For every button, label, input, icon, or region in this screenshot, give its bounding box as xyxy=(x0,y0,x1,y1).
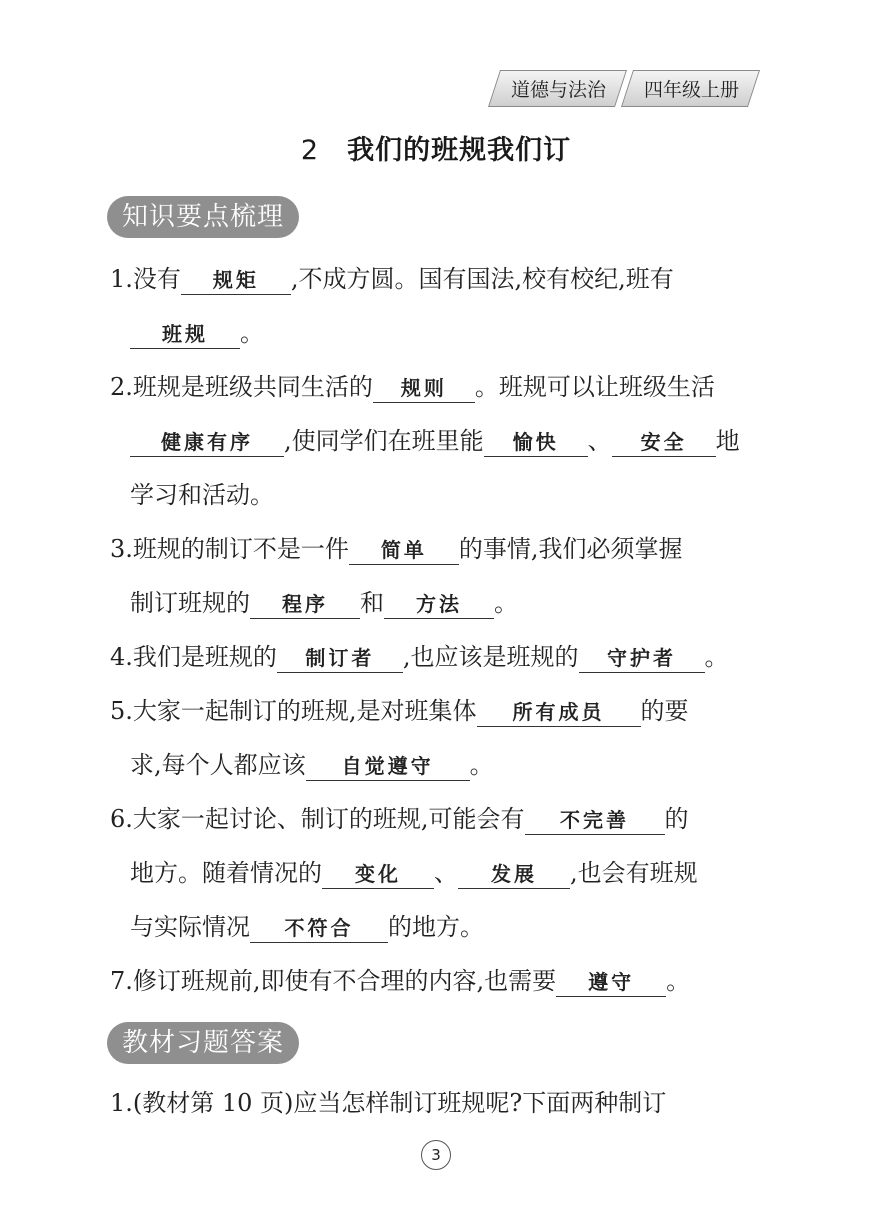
text: 4.我们是班规的 xyxy=(110,643,277,671)
page-number: 3 xyxy=(421,1140,451,1170)
chapter-number: 2 xyxy=(300,135,320,166)
text: 2.班规是班级共同生活的 xyxy=(110,373,373,401)
item-7-line-1 xyxy=(110,964,770,998)
answer-blank: 规则 xyxy=(373,374,475,403)
item-3-line-1 xyxy=(110,532,770,566)
item-1-line-2 xyxy=(130,316,790,350)
text: 1.没有 xyxy=(110,265,181,293)
answer-blank: 所有成员 xyxy=(477,698,641,727)
item-1-line-1 xyxy=(110,262,770,296)
text: 的要 xyxy=(640,697,689,725)
text: 的 xyxy=(664,805,689,833)
answer-blank: 方法 xyxy=(384,590,494,619)
answer-blank: 守护者 xyxy=(579,644,705,673)
subject-tag: 道德与法治 xyxy=(488,70,627,107)
text: 。班规可以让班级生活 xyxy=(474,373,715,401)
answer-blank: 安全 xyxy=(612,428,716,457)
text: 求,每个人都应该 xyxy=(130,751,306,779)
text: 7.修订班规前,即使有不合理的内容,也需要 xyxy=(110,967,557,995)
text: 。 xyxy=(494,589,518,617)
text: 。 xyxy=(469,751,494,779)
text: 地方。随着情况的 xyxy=(130,859,322,887)
answer-blank: 制订者 xyxy=(277,644,403,673)
section-knowledge-badge: 知识要点梳理 xyxy=(107,196,299,238)
text: 5.大家一起制订的班规,是对班集体 xyxy=(110,697,477,725)
chapter-title-text: 我们的班规我们订 xyxy=(347,135,572,166)
answer-blank: 发展 xyxy=(458,860,570,889)
text: 的地方。 xyxy=(388,913,484,941)
text: 制订班规的 xyxy=(130,589,250,617)
answer-blank: 规矩 xyxy=(181,266,291,295)
answer-blank: 自觉遵守 xyxy=(306,752,470,781)
text: 、 xyxy=(587,427,612,455)
answer-blank: 变化 xyxy=(322,860,434,889)
item-2-line-3: 学习和活动。 xyxy=(130,481,274,509)
text: 。 xyxy=(666,967,691,995)
text: 6.大家一起讨论、制订的班规,可能会有 xyxy=(110,805,525,833)
text: 。 xyxy=(704,643,729,671)
item-3-line-2 xyxy=(130,586,790,620)
item-2-line-1 xyxy=(110,370,770,404)
item-6-line-2 xyxy=(130,856,790,890)
text: 、 xyxy=(434,859,458,887)
item-4-line-1 xyxy=(110,640,770,674)
text: 地 xyxy=(715,427,740,455)
item-5-line-1 xyxy=(110,694,770,728)
text: 。 xyxy=(240,319,264,347)
header-tags xyxy=(488,70,754,107)
text: 的事情,我们必须掌握 xyxy=(458,535,683,563)
text: ,不成方圆。国有国法,校有校纪,班有 xyxy=(290,265,674,293)
textbook-question-1: 1.(教材第 10 页)应当怎样制订班规呢?下面两种制订 xyxy=(110,1089,667,1117)
text: ,使同学们在班里能 xyxy=(284,427,484,455)
item-5-line-2 xyxy=(130,748,790,782)
text: 与实际情况 xyxy=(130,913,250,941)
page-title xyxy=(0,128,872,167)
answer-blank: 班规 xyxy=(130,320,240,349)
grade-tag: 四年级上册 xyxy=(621,70,760,107)
answer-blank: 愉快 xyxy=(484,428,588,457)
item-6-line-1 xyxy=(110,802,770,836)
answer-blank: 健康有序 xyxy=(130,428,284,457)
text: ,也应该是班规的 xyxy=(402,643,579,671)
text: ,也会有班规 xyxy=(570,859,698,887)
answer-blank: 不符合 xyxy=(250,914,388,943)
item-2-line-2 xyxy=(130,424,790,458)
text: 3.班规的制订不是一件 xyxy=(110,535,349,563)
answer-blank: 不完善 xyxy=(525,806,665,835)
section-answers-badge: 教材习题答案 xyxy=(107,1022,299,1064)
answer-blank: 遵守 xyxy=(556,968,666,997)
item-6-line-3 xyxy=(130,910,790,944)
answer-blank: 简单 xyxy=(349,536,459,565)
answer-blank: 程序 xyxy=(250,590,360,619)
text: 和 xyxy=(360,589,384,617)
